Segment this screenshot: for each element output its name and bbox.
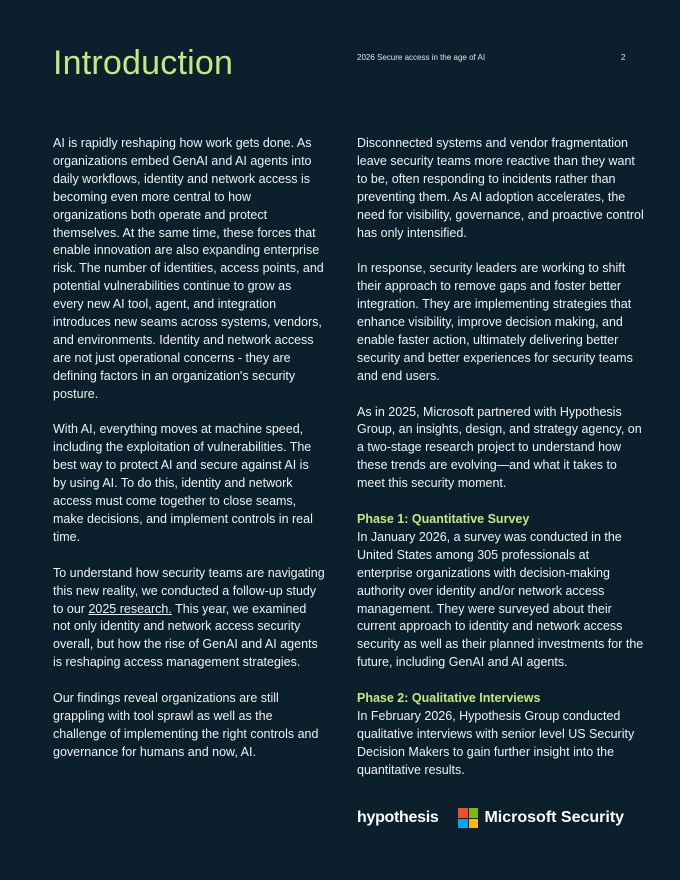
research-2025-link[interactable]: 2025 research.	[88, 601, 172, 616]
right-paragraph-1: Disconnected systems and vendor fragmentation leave security teams more reactive than they want to be, often responding to incidents rather than preventing them. As AI adoption accelerates, the need for visibility, governance, and proactive control has only intensified.	[357, 136, 644, 240]
running-head: 2026 Secure access in the age of AI	[357, 53, 486, 62]
footer-logos	[357, 808, 624, 828]
right-paragraph-3: As in 2025, Microsoft partnered with Hypothesis Group, an insights, design, and strategy agency, on a two-stage research project to understand how these trends are evolving—and what it takes to meet this security moment.	[357, 404, 642, 491]
phase-1-heading: Phase 1: Quantitative Survey	[357, 511, 530, 526]
paragraph-text: This year, we examined not only identity and network access security overall, but how the rise of GenAI and AI agents is reshaping access management strategies.	[53, 601, 318, 670]
page-title: Introduction	[53, 44, 234, 82]
microsoft-security-logo	[458, 808, 624, 828]
microsoft-security-wordmark: Microsoft Security	[484, 809, 625, 826]
page-number: 2	[621, 53, 626, 62]
intro-paragraph-2: With AI, everything moves at machine speed, including the exploitation of vulnerabilities. The best way to protect AI and secure against AI is by using AI. To do this, identity and network access must come together to close seams, make decisions, and implement controls in real time.	[53, 422, 313, 544]
right-column	[357, 135, 647, 780]
phase-1-body: In January 2026, a survey was conducted in the United States among 305 professionals at enterprise organizations with decision-making authority over identity and/or network access management. They were surveyed about their current approach to identity and network access security as well as their planned investments for the future, including GenAI and AI agents.	[357, 529, 644, 670]
intro-paragraph-1: AI is rapidly reshaping how work gets done. As organizations embed GenAI and AI agents into daily workflows, identity and network access is becoming even more central to how organizations both operate and protect themselves. At the same time, these forces that enable innovation are also expanding enterprise risk. The number of identities, access points, and potential vulnerabilities continue to grow as every new AI tool, agent, and integration introduces new seams across systems, vendors, and environments. Identity and network access are not just operational concerns - they are defining factors in an organization's security posture.	[53, 136, 324, 401]
right-paragraph-2: In response, security leaders are working to shift their approach to remove gaps and foster better integration. They are implementing strategies that enhance visibility, improve decision making, and enable faster action, ultimately delivering better security and better experiences for security teams and end users.	[357, 261, 633, 383]
left-column	[53, 135, 325, 762]
hypothesis-logo: hypothesis	[357, 809, 439, 826]
phase-2-heading: Phase 2: Qualitative Interviews	[357, 691, 541, 706]
intro-paragraph-3	[53, 565, 325, 672]
phase-2-body: In February 2026, Hypothesis Group conducted qualitative interviews with senior level US Security Decision Makers to gain further insight into the quantitative results.	[357, 708, 635, 777]
microsoft-four-square-logo-icon	[458, 808, 478, 828]
intro-paragraph-4: Our findings reveal organizations are still grappling with tool sprawl as well as the challenge of implementing the right controls and governance for humans and now, AI.	[53, 691, 319, 759]
paragraph-text: To understand how security teams are navigating this new reality, we conducted a follow-up study to our	[53, 565, 325, 616]
